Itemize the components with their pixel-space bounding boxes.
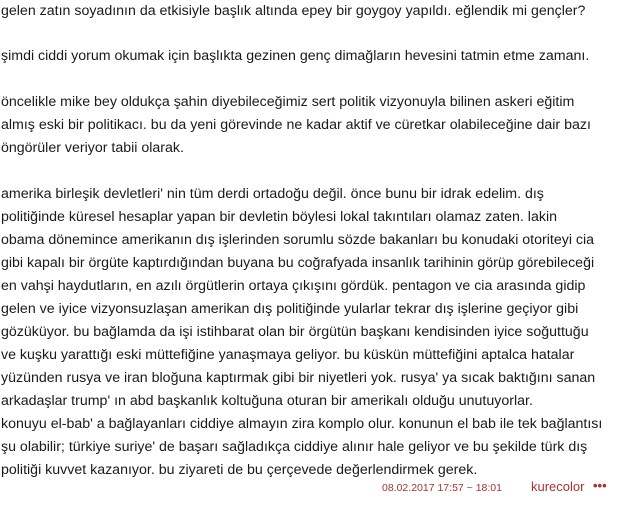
entry-paragraph-2	[1, 45, 589, 68]
entry-line: öncelikle mike bey oldukça şahin diyebileceğimiz sert politik vizyonuyla bilinen askeri eğitim	[1, 94, 575, 110]
entry-line: almış eski bir politikacı. bu da yeni görevinde ne kadar aktif ve cüretkar olabileceğine dair bazı	[1, 117, 591, 133]
entry-line: yüzünden rusya ve iran bloğuna kaptırmak gibi bir niyetleri yok. rusya' ya sıcak baktığını sanan	[1, 370, 596, 386]
entry-line: politiğinde küresel hesaplar yapan bir devletin böylesi lokal takıntıları olamaz zaten. lakin	[1, 209, 557, 225]
entry-line: gelen ve iyice vizyonsuzlaşan amerikan dış politiğinde yularlar tekrar dış işlerine geçiyor gibi	[1, 301, 579, 317]
entry-line: politiği kuvvet kazanıyor. bu ziyareti de bu çerçevede değerlendirmek gerek.	[1, 462, 478, 478]
entry-footer	[0, 478, 634, 500]
entry-paragraph-4	[1, 183, 602, 482]
entry-line: arkadaşlar trump' ın abd başkanlık koltuğuna oturan bir amerikalı olduğu unutuyorlar.	[1, 393, 533, 409]
entry-line: şu olabilir; türkiye suriye' de başarı sağladıkça ciddiye alınır hale geliyor ve bu şekilde türk dış	[1, 439, 588, 455]
entry-line: şimdi ciddi yorum okumak için başlıkta gezinen genç dimağların hevesini tatmin etme zamanı.	[1, 48, 590, 64]
entry-line: gibi kapalı bir örgüte kaptırdığından buyana bu coğrafyada insanlık tarihinin görüp görebileceği	[1, 255, 595, 271]
author-link[interactable]: kurecolor	[531, 479, 585, 494]
entry-line: ve kuşku yarattığı eski müttefiğine yanaşmaya geliyor. bu küskün müttefiğini aptalca hatalar	[1, 347, 575, 363]
entry-line: öngörüler veriyor tabii olarak.	[1, 140, 184, 156]
entry-line: obama dönemince amerikanın dış işlerinden sorumlu sözde bakanları bu konudaki otoriteyi cia	[1, 232, 595, 248]
entry-paragraph-3	[1, 91, 591, 160]
entry-line: konuyu el-bab' a bağlayanları ciddiye almayın zira komplo olur. konunun el bab ile tek bağlantısı	[1, 416, 603, 432]
entry-date-link[interactable]: 08.02.2017 17:57 ~ 18:01	[382, 482, 502, 494]
entry-paragraph-1	[1, 0, 585, 23]
entry-line: gelen zatın soyadının da etkisiyle başlık altında epey bir goygoy yapıldı. eğlendik mi gençler?	[1, 3, 586, 19]
entry-line: amerika birleşik devletleri' nin tüm derdi ortadoğu değil. önce bunu bir idrak edelim. dış	[1, 186, 544, 202]
entry-line: gözüküyor. bu bağlamda da işi istihbarat olan bir örgütün başkanı kendisinden iyice soğuttuğu	[1, 324, 589, 340]
entry-line: en vahşi haydutların, en azılı örgütlerin ortaya çıkışını gördük. pentagon ve cia arasında gidip	[1, 278, 586, 294]
more-options-icon[interactable]: •••	[593, 478, 607, 493]
